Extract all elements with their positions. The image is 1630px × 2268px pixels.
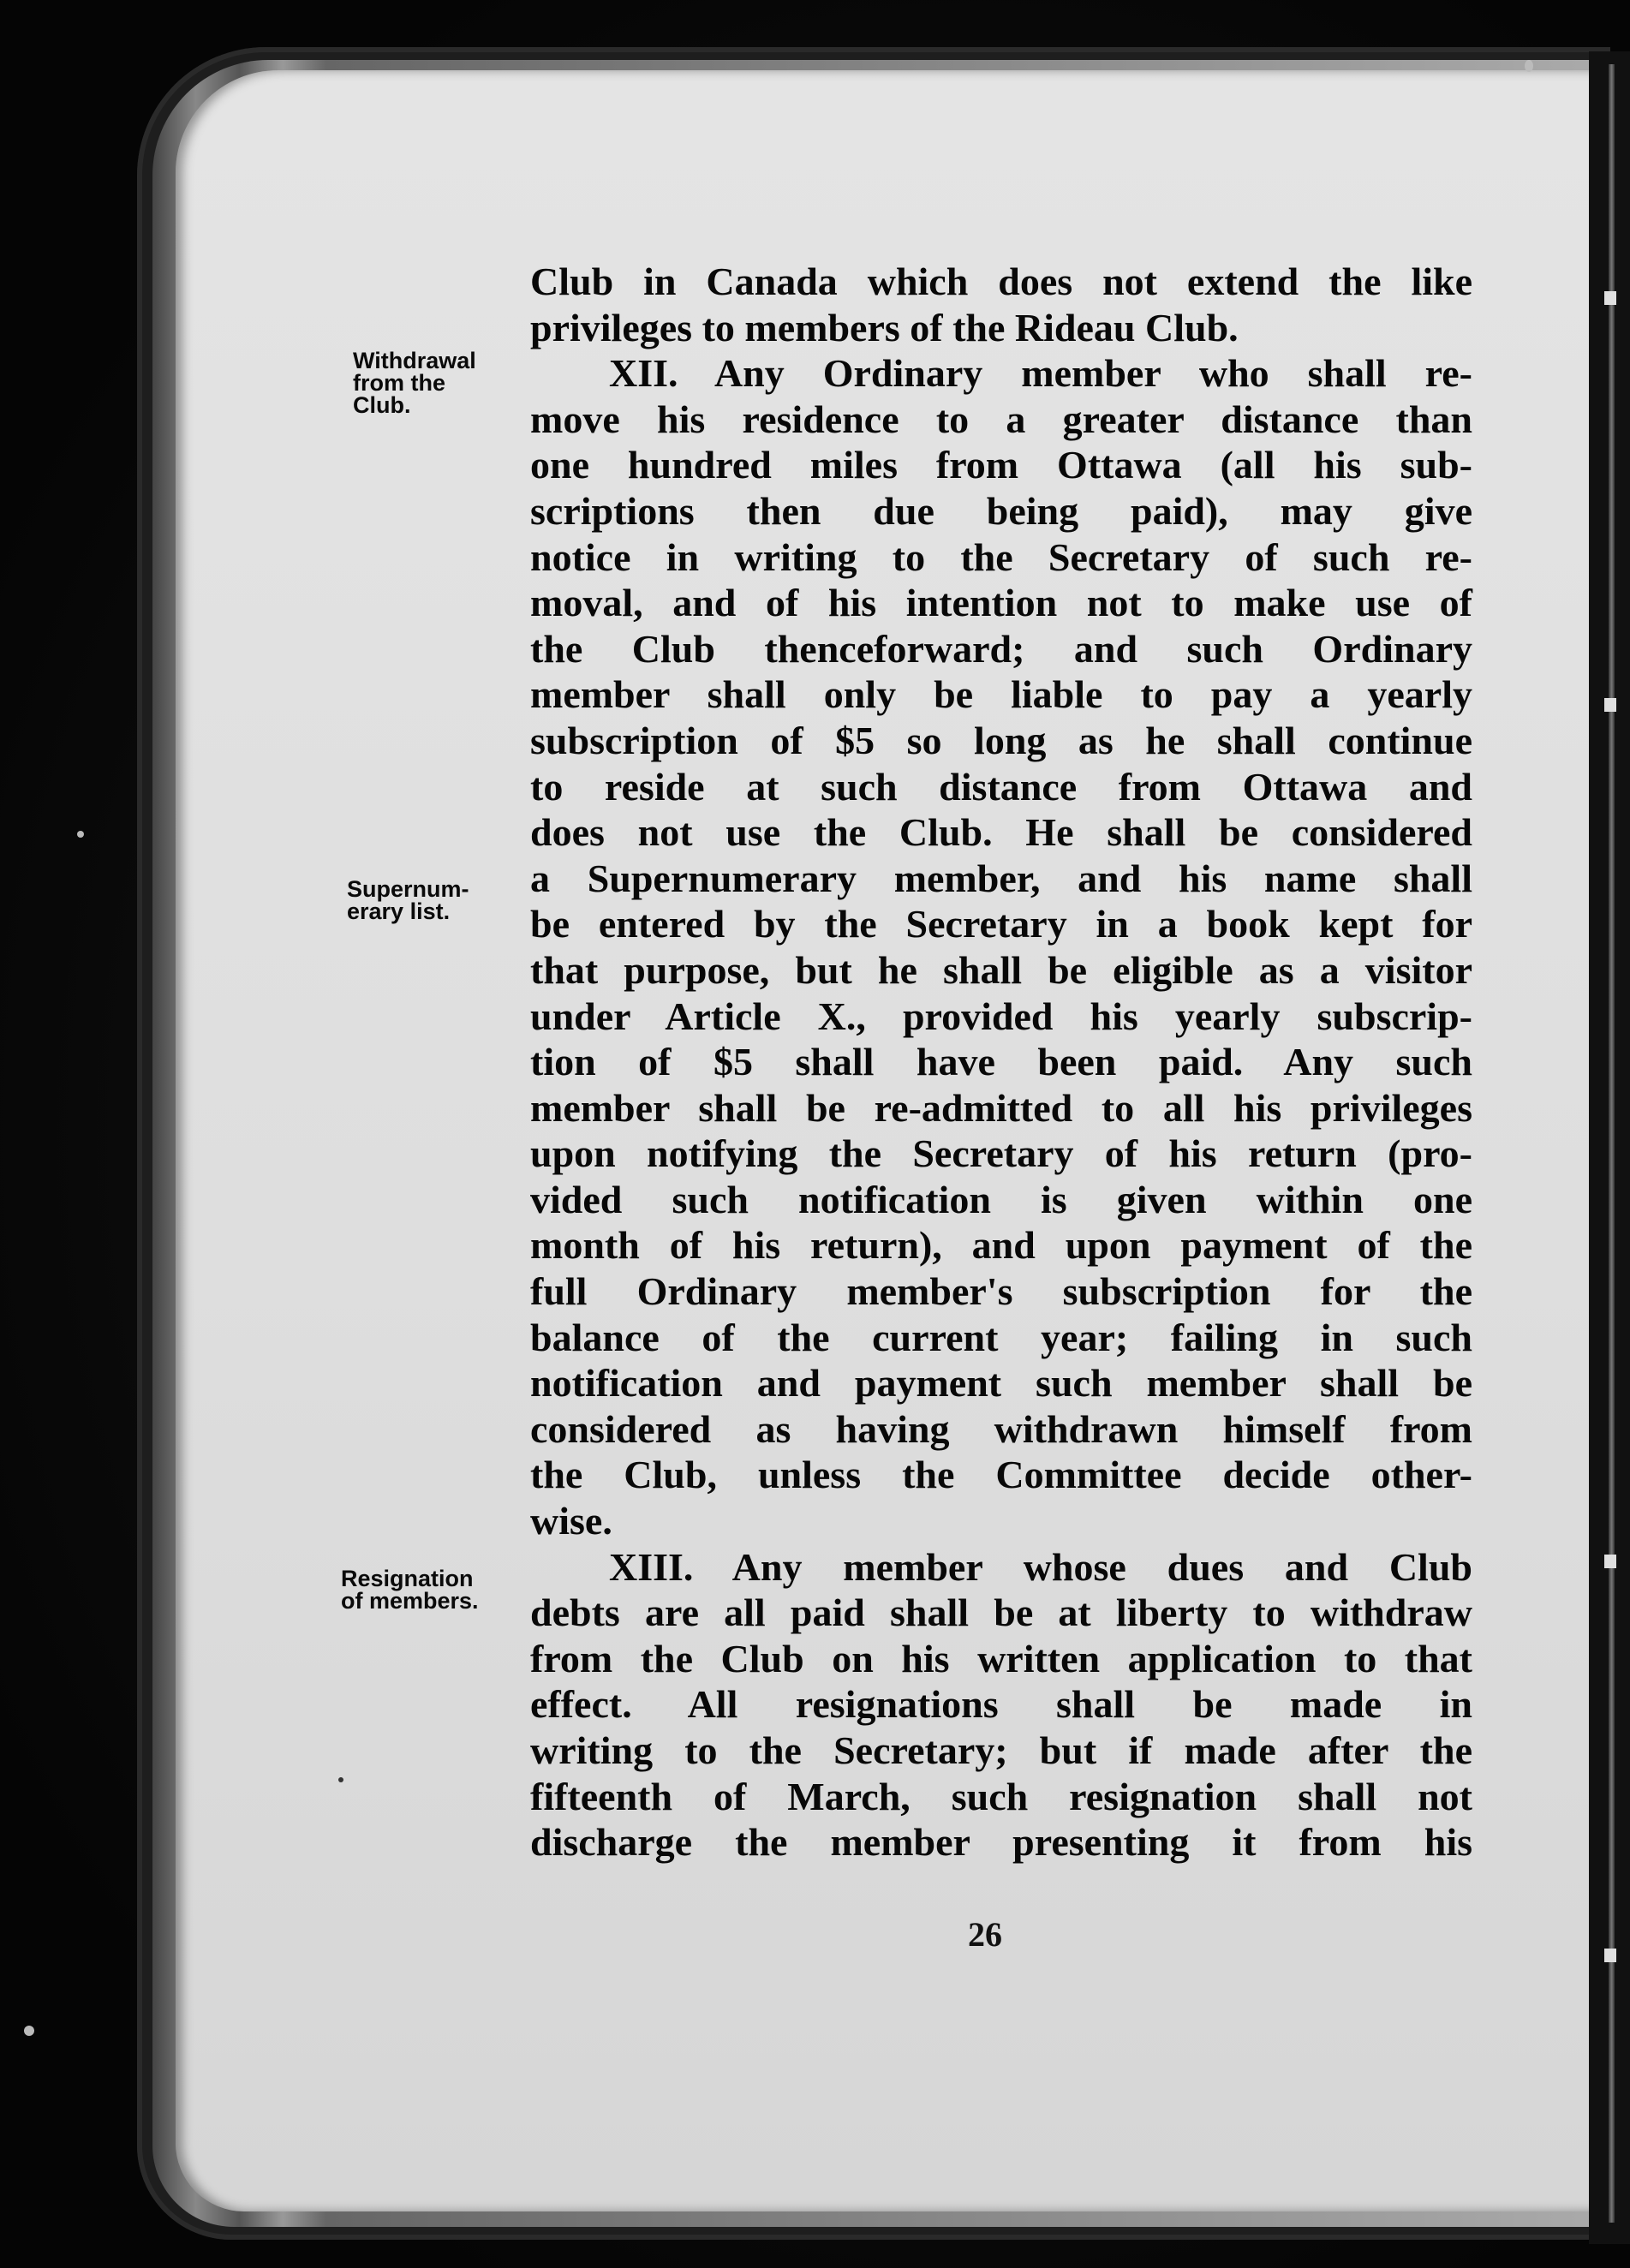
- margin-note-line: Withdrawal: [353, 348, 476, 373]
- margin-note-line: Supernum-: [347, 876, 469, 902]
- margin-note-line: Resignation: [341, 1566, 474, 1591]
- text-line: subscription of $5 so long as he shall continue: [530, 718, 1472, 762]
- text-line: Club in Canada which does not extend the like: [530, 260, 1472, 303]
- text-line: does not use the Club. He shall be considered: [530, 810, 1472, 855]
- text-line: one hundred miles from Ottawa (all his sub-: [530, 443, 1472, 487]
- margin-note-supernumerary: [347, 878, 469, 922]
- text-line: from the Club on his written application to that: [530, 1636, 1472, 1680]
- margin-note-line: erary list.: [347, 898, 451, 924]
- article-body: [530, 259, 1472, 1865]
- text-line: move his residence to a greater distance than: [530, 397, 1472, 441]
- text-line: effect. All resignations shall be made in: [530, 1682, 1472, 1727]
- text-line: scriptions then due being paid), may give: [530, 488, 1472, 533]
- gutter-mark: [1604, 291, 1616, 305]
- gutter-mark: [1604, 698, 1616, 712]
- gutter-mark: [1604, 1949, 1616, 1962]
- text-line: fifteenth of March, such resignation shall not: [530, 1774, 1472, 1818]
- margin-note-line: Club.: [353, 392, 411, 418]
- scan-speck: [77, 831, 84, 838]
- text-line: the Club thenceforward; and such Ordinary: [530, 626, 1472, 671]
- text-line: member shall be re-admitted to all his privileges: [530, 1085, 1472, 1130]
- scan-speck: [24, 2026, 34, 2036]
- text-line: XII. Any Ordinary member who shall re-: [609, 351, 1472, 396]
- margin-note-line: of members.: [341, 1588, 479, 1614]
- margin-note-resignation: [341, 1567, 479, 1612]
- text-line: under Article X., provided his yearly subscrip-: [530, 994, 1472, 1038]
- scan-speck: [338, 1777, 343, 1782]
- text-line: notice in writing to the Secretary of such re-: [530, 534, 1472, 579]
- gutter-mark: [1604, 1555, 1616, 1568]
- text-line: tion of $5 shall have been paid. Any such: [530, 1040, 1472, 1084]
- text-line: to reside at such distance from Ottawa and: [530, 764, 1472, 809]
- text-line: be entered by the Secretary in a book kept for: [530, 902, 1472, 946]
- text-line: month of his return), and upon payment of the: [530, 1223, 1472, 1268]
- page-number: 26: [968, 1915, 1002, 1954]
- text-line: upon notifying the Secretary of his return (pro-: [530, 1131, 1472, 1176]
- text-line: the Club, unless the Committee decide other-: [530, 1453, 1472, 1497]
- text-line: debts are all paid shall be at liberty to withdraw: [530, 1591, 1472, 1635]
- text-line: considered as having withdrawn himself from: [530, 1406, 1472, 1451]
- text-line: that purpose, but he shall be eligible as a visitor: [530, 947, 1472, 992]
- text-line: full Ordinary member's subscription for the: [530, 1269, 1472, 1314]
- text-line: notification and payment such member shall be: [530, 1361, 1472, 1406]
- text-line: a Supernumerary member, and his name shall: [530, 856, 1472, 900]
- text-line: vided such notification is given within one: [530, 1177, 1472, 1221]
- text-line: XIII. Any member whose dues and Club: [609, 1544, 1472, 1589]
- text-line: moval, and of his intention not to make use of: [530, 581, 1472, 625]
- text-line: balance of the current year; failing in such: [530, 1315, 1472, 1359]
- scan-speck: [1525, 60, 1533, 72]
- text-line: privileges to members of the Rideau Club.: [530, 305, 1239, 349]
- margin-note-line: from the: [353, 370, 445, 396]
- text-line: writing to the Secretary; but if made after the: [530, 1728, 1472, 1772]
- text-line: discharge the member presenting it from his: [530, 1820, 1472, 1865]
- text-line: wise.: [530, 1499, 612, 1543]
- margin-note-withdrawal: [353, 349, 476, 416]
- text-line: member shall only be liable to pay a yearly: [530, 672, 1472, 717]
- gutter-binding-line: [1609, 64, 1615, 2223]
